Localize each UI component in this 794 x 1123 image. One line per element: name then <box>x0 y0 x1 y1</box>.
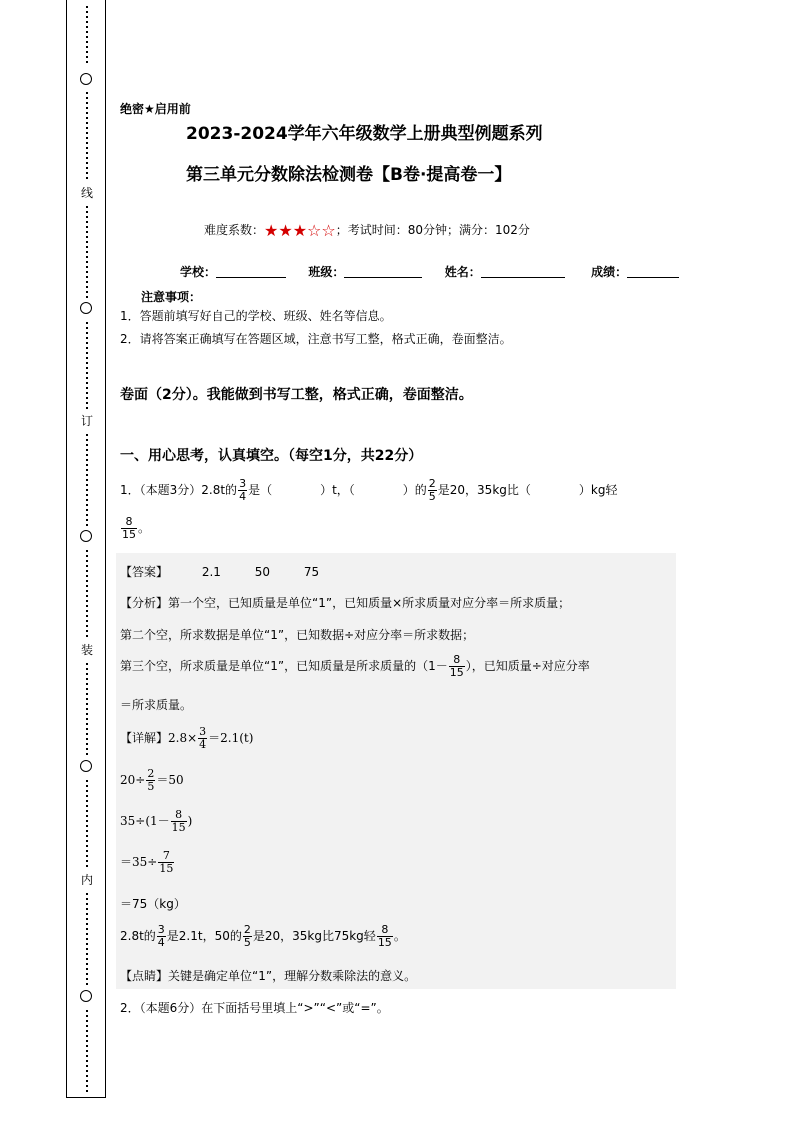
question-2: 2．（本题6分）在下面括号里填上“>”“<”或“=”。 <box>120 1001 389 1015</box>
numerator: 8 <box>449 654 465 667</box>
dotted-line <box>86 1010 88 1095</box>
step-text: ＝35÷ <box>120 855 158 869</box>
circle-mark <box>80 73 92 85</box>
star-filled-icon: ★ <box>292 221 308 240</box>
secret-label: 绝密★启用前 <box>120 102 191 116</box>
dotted-line <box>86 6 88 66</box>
exam-meta <box>204 221 530 238</box>
numerator: 2 <box>243 923 251 936</box>
dotted-line <box>86 550 88 640</box>
binding-char-zhuang: 装 <box>80 643 93 657</box>
q1-text-1: 1．（本题3分）2.8t的 <box>120 483 238 497</box>
score-label: 成绩： <box>591 265 628 279</box>
fraction <box>157 924 166 949</box>
step-text: 20÷ <box>120 773 146 787</box>
answer-row <box>120 563 319 580</box>
star-empty-icon: ☆ <box>321 221 336 240</box>
circle-mark <box>80 530 92 542</box>
answer-value-3: 75 <box>303 565 320 579</box>
student-info-fields <box>180 263 680 280</box>
numerator: 7 <box>158 850 174 863</box>
numerator: 8 <box>377 924 393 937</box>
school-field[interactable] <box>216 265 286 278</box>
analysis-text: 第三个空，所求质量是单位“1”，已知质量是所求质量的（1－ <box>120 659 448 673</box>
detail-conclusion <box>120 922 406 950</box>
dotted-line <box>86 92 88 182</box>
analysis-line-1: 【分析】第一个空，已知质量是单位“1”，已知质量×所求质量对应分率＝所求质量； <box>120 596 571 610</box>
denominator: 5 <box>243 936 251 949</box>
denominator: 15 <box>159 862 174 875</box>
school-label: 学校： <box>180 265 217 279</box>
detail-label: 【详解】 <box>120 731 169 745</box>
detail-step-5: ＝75（kg） <box>120 897 186 911</box>
page-subtitle: 第三单元分数除法检测卷【B卷·提高卷一】 <box>186 165 512 185</box>
section-1-heading: 一、用心思考，认真填空。（每空1分，共22分） <box>120 448 423 464</box>
numerator: 8 <box>121 516 137 529</box>
dotted-line <box>86 206 88 301</box>
dotted-line <box>86 322 88 412</box>
q1-text-2: 是（ ）t，（ ）的 <box>248 483 427 497</box>
step-text: ) <box>187 814 193 828</box>
numerator: 2 <box>147 767 155 780</box>
q1-text-3: 是20，35kg比（ ）kg轻 <box>437 483 618 497</box>
difficulty-stars <box>264 221 336 240</box>
q1-text-4: 。 <box>138 521 151 535</box>
numerator: 3 <box>239 477 247 490</box>
dotted-line <box>86 780 88 870</box>
step-text: ＝2.1(t) <box>208 731 254 745</box>
numerator: 8 <box>171 809 187 822</box>
denominator: 5 <box>428 490 436 503</box>
denominator: 15 <box>171 821 186 834</box>
numerator: 3 <box>199 725 207 738</box>
analysis-line-4: ＝所求质量。 <box>120 698 193 712</box>
denominator: 4 <box>199 738 207 751</box>
class-field[interactable] <box>344 265 422 278</box>
page-title: 2023-2024学年六年级数学上册典型例题系列 <box>186 124 543 144</box>
answer-value-1: 2.1 <box>201 565 221 579</box>
fraction <box>121 516 137 541</box>
analysis-text: ），已知质量÷对应分率 <box>465 659 590 673</box>
star-filled-icon: ★ <box>264 221 279 240</box>
dotted-line <box>86 434 88 529</box>
neatness-statement: 卷面（2分）。我能做到书写工整，格式正确，卷面整洁。 <box>120 387 473 403</box>
detail-step-1 <box>120 724 253 752</box>
notes-heading: 注意事项： <box>141 290 202 304</box>
step-text: 2.8× <box>168 731 198 745</box>
conclusion-text: 2.8t的 <box>120 929 156 943</box>
comment-line: 【点睛】关键是确定单位“1”，理解分数乘除法的意义。 <box>120 969 417 983</box>
fraction <box>158 850 174 875</box>
detail-step-2 <box>120 766 184 794</box>
detail-step-4 <box>120 848 175 876</box>
step-text: ＝50 <box>156 773 184 787</box>
circle-mark <box>80 990 92 1002</box>
score-field[interactable] <box>627 265 679 278</box>
numerator: 2 <box>428 477 436 490</box>
conclusion-text: 是20，35kg比75kg轻 <box>252 929 376 943</box>
fraction <box>146 768 155 793</box>
step-text: 35÷(1－ <box>120 814 170 828</box>
binding-char-ding: 订 <box>80 414 93 428</box>
star-filled-icon: ★ <box>278 221 293 240</box>
fraction <box>238 478 247 503</box>
circle-mark <box>80 302 92 314</box>
name-label: 姓名： <box>444 265 481 279</box>
star-empty-icon: ☆ <box>307 221 322 240</box>
question-1 <box>120 476 617 504</box>
denominator: 4 <box>239 490 247 503</box>
binding-char-xian: 线 <box>80 186 93 200</box>
denominator: 5 <box>147 780 155 793</box>
circle-mark <box>80 760 92 772</box>
answer-label: 【答案】 <box>120 565 169 579</box>
question-1-cont <box>120 514 150 542</box>
numerator: 3 <box>157 923 165 936</box>
exam-info: ；考试时间：80分钟；满分：102分 <box>335 223 530 237</box>
denominator: 15 <box>122 528 136 541</box>
fraction <box>377 924 393 949</box>
denominator: 15 <box>377 936 392 949</box>
dotted-line <box>86 663 88 758</box>
denominator: 4 <box>157 936 165 949</box>
fraction <box>171 809 187 834</box>
dotted-line <box>86 893 88 988</box>
detail-step-3 <box>120 807 192 835</box>
conclusion-text: 是2.1t，50的 <box>166 929 242 943</box>
notes-item-1: 1．答题前填写好自己的学校、班级、姓名等信息。 <box>120 309 392 323</box>
analysis-line-2: 第二个空，所求数据是单位“1”，已知数据÷对应分率＝所求数据； <box>120 628 475 642</box>
conclusion-text: 。 <box>393 929 406 943</box>
notes-item-2: 2．请将答案正确填写在答题区域，注意书写工整，格式正确，卷面整洁。 <box>120 332 512 346</box>
binding-margin <box>66 0 106 1098</box>
binding-char-nei: 内 <box>80 873 93 887</box>
fraction <box>198 726 207 751</box>
fraction <box>428 478 437 503</box>
class-label: 班级： <box>308 265 345 279</box>
analysis-line-3 <box>120 652 590 680</box>
difficulty-label: 难度系数： <box>204 223 265 237</box>
name-field[interactable] <box>481 265 565 278</box>
fraction <box>449 654 465 679</box>
fraction <box>243 924 252 949</box>
denominator: 15 <box>449 666 464 679</box>
answer-value-2: 50 <box>254 565 271 579</box>
